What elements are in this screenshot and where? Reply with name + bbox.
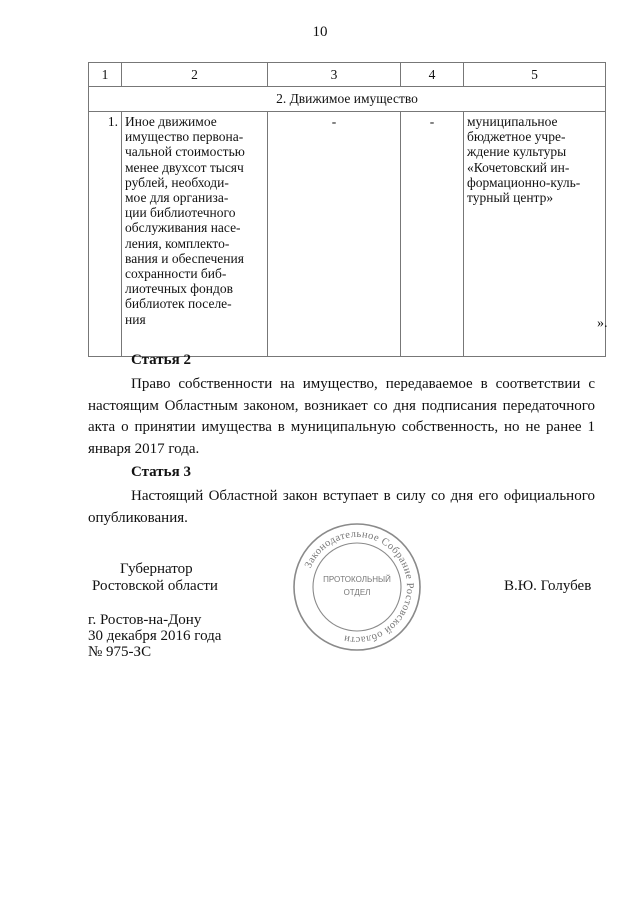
description-line: ции библиотечного bbox=[125, 205, 236, 221]
description-line: чальной стоимостью bbox=[125, 144, 245, 160]
stamp-inner-line1: ПРОТОКОЛЬНЫЙ bbox=[323, 575, 391, 584]
recipient-line: «Кочетовский ин- bbox=[467, 159, 570, 175]
article-3-text: Настоящий Областной закон вступает в силу со дня его официального опубликования. bbox=[88, 488, 595, 526]
description-line: Иное движимое bbox=[125, 114, 217, 129]
description-line: рублей, необходи- bbox=[125, 174, 229, 190]
official-stamp bbox=[290, 520, 424, 654]
table-section-row bbox=[89, 87, 606, 112]
description-line: менее двухсот тысяч bbox=[125, 159, 244, 175]
page-number: 10 bbox=[312, 24, 328, 40]
recipient-line: формационно-куль- bbox=[467, 174, 581, 190]
signing-date: 30 декабря 2016 года bbox=[88, 628, 222, 644]
row-col4: - bbox=[401, 112, 464, 357]
signatory-name: В.Ю. Голубев bbox=[504, 578, 592, 594]
header-cell-2: 2 bbox=[122, 63, 268, 87]
row-description bbox=[122, 112, 268, 357]
row-col3: - bbox=[268, 112, 401, 357]
recipient-line: бюджетное учре- bbox=[467, 129, 566, 145]
description-line: лиотечных фондов bbox=[125, 281, 234, 297]
table-row bbox=[89, 112, 606, 357]
header-cell-4: 4 bbox=[401, 63, 464, 87]
closing-quote: ». bbox=[597, 316, 608, 331]
recipient-line: муниципальное bbox=[467, 114, 558, 129]
svg-text:Законодательное Собрание Росто bbox=[303, 529, 415, 645]
signatory-position-line1: Губернатор bbox=[120, 561, 193, 577]
stamp-inner-line2: ОТДЕЛ bbox=[343, 588, 371, 597]
recipient-line: турный центр» bbox=[467, 190, 554, 206]
article-2-text: Право собственности на имущество, передаваемое в соответствии с настоящим Областным законом, возникает со дня подписания передаточного акта о принятии имущества в муниципальную собственность, но не ранее 1 января 2017 года. bbox=[88, 376, 595, 457]
header-cell-3: 3 bbox=[268, 63, 401, 87]
description-line: ния bbox=[125, 311, 146, 327]
signing-city: г. Ростов-на-Дону bbox=[88, 612, 202, 628]
article-2-title: Статья 2 bbox=[131, 352, 191, 368]
signatory-position-line2: Ростовской области bbox=[92, 578, 218, 594]
header-cell-5: 5 bbox=[464, 63, 606, 87]
description-line: вания и обеспечения bbox=[125, 250, 244, 266]
description-line: сохранности биб- bbox=[125, 266, 227, 282]
row-number: 1. bbox=[89, 112, 122, 357]
description-line: обслуживания насе- bbox=[125, 220, 241, 236]
header-cell-1: 1 bbox=[89, 63, 122, 87]
recipient-line: ждение культуры bbox=[467, 144, 567, 160]
property-table bbox=[88, 62, 606, 357]
description-line: мое для организа- bbox=[125, 190, 229, 206]
article-3-title: Статья 3 bbox=[131, 464, 191, 480]
table-header-row bbox=[89, 63, 606, 87]
stamp-outer-text: Законодательное Собрание Ростовской области bbox=[303, 528, 416, 646]
section-title: 2. Движимое имущество bbox=[89, 87, 606, 112]
description-line: библиотек поселе- bbox=[125, 296, 232, 312]
description-line: ления, комплекто- bbox=[125, 235, 230, 251]
row-recipient bbox=[464, 112, 606, 357]
description-line: имущество первона- bbox=[125, 129, 244, 145]
law-number: № 975-ЗС bbox=[88, 644, 152, 660]
